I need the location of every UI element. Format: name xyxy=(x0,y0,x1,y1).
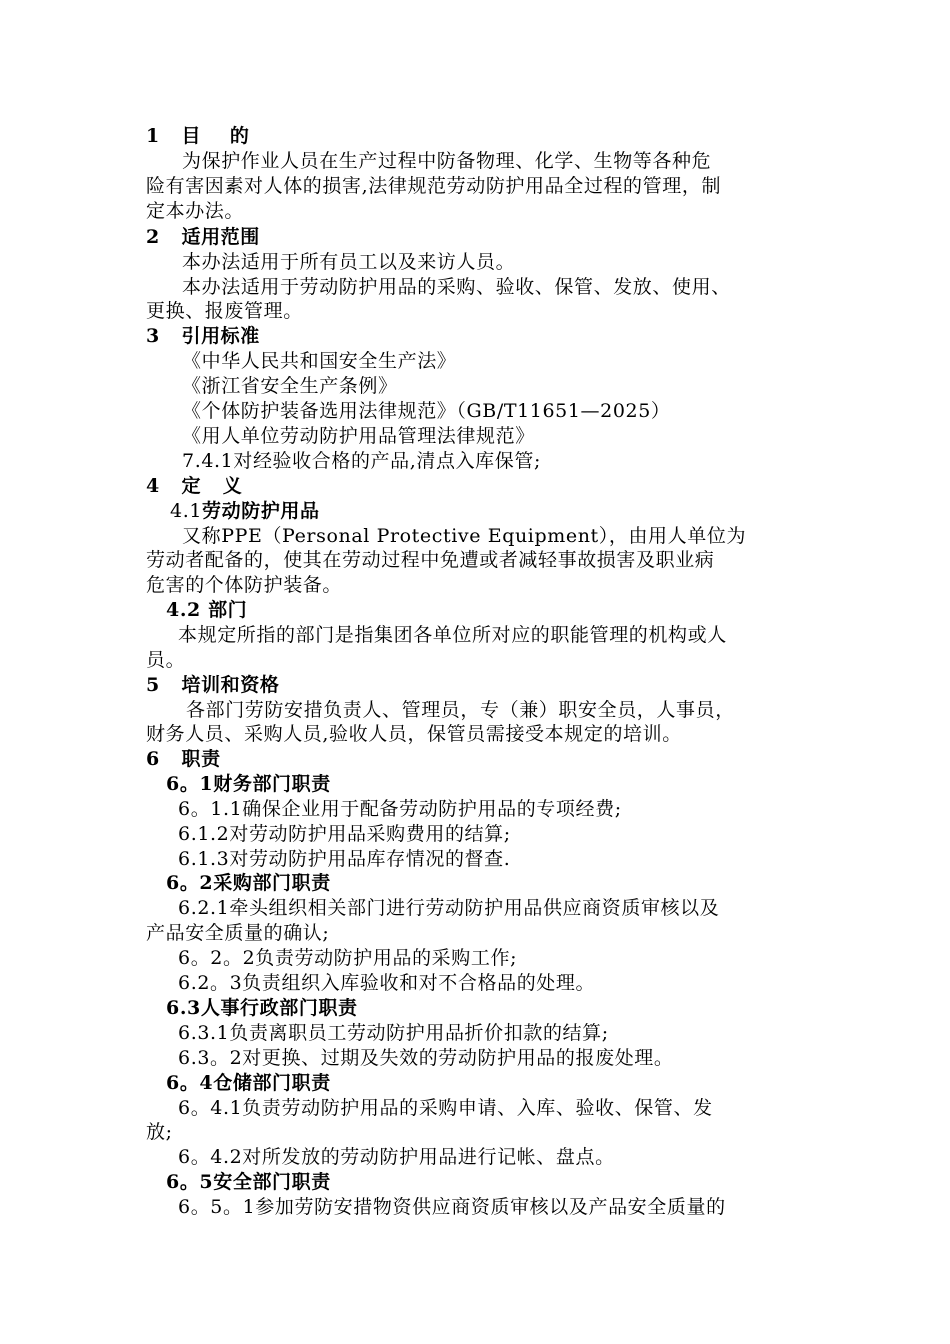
reference-item: 《浙江省安全生产条例》 xyxy=(182,375,398,397)
duty-item: 6.1.2对劳动防护用品采购费用的结算; xyxy=(178,823,511,845)
subsection-4-1-paragraph-line: 又称PPE（Personal Protective Equipment），由用人单位为 xyxy=(182,525,747,547)
section-1-paragraph-line: 为保护作业人员在生产过程中防备物理、化学、生物等各种危 xyxy=(182,150,712,172)
duty-item: 6.3.1负责离职员工劳动防护用品折价扣款的结算; xyxy=(178,1022,609,1044)
subsection-number: 4.1 xyxy=(170,500,203,522)
subsection-6-3-heading: 6.3人事行政部门职责 xyxy=(166,997,358,1019)
subsection-title: 劳动防护用品 xyxy=(202,500,320,522)
duty-item: 6.3。2对更换、过期及失效的劳动防护用品的报废处理。 xyxy=(178,1047,674,1069)
subsection-6-2-heading: 6。2采购部门职责 xyxy=(166,872,331,894)
duty-item: 6.2。3负责组织入库验收和对不合格品的处理。 xyxy=(178,972,596,994)
duty-item: 6。4.2对所发放的劳动防护用品进行记帐、盘点。 xyxy=(178,1146,615,1168)
section-5-heading: 5 培训和资格 xyxy=(146,674,280,696)
reference-item: 《用人单位劳动防护用品管理法律规范》 xyxy=(182,425,535,447)
duty-item: 6。2。2负责劳动防护用品的采购工作; xyxy=(178,947,518,969)
duty-item: 6。1.1确保企业用于配备劳动防护用品的专项经费; xyxy=(178,798,622,820)
reference-item: 7.4.1对经验收合格的产品,清点入库保管; xyxy=(182,450,541,472)
subsection-6-1-heading: 6。1财务部门职责 xyxy=(166,773,331,795)
section-1-paragraph-line: 险有害因素对人体的损害,法律规范劳动防护用品全过程的管理，制 xyxy=(146,175,722,197)
section-5-paragraph-line: 各部门劳防安措负责人、管理员，专（兼）职安全员，人事员， xyxy=(186,699,735,721)
subsection-4-2-heading: 4.2 部门 xyxy=(166,599,248,621)
subsection-6-4-heading: 6。4仓储部门职责 xyxy=(166,1072,331,1094)
subsection-4-1-paragraph-line: 劳动者配备的，使其在劳动过程中免遭或者减轻事故损害及职业病 xyxy=(146,549,715,571)
duty-item: 6。4.1负责劳动防护用品的采购申请、入库、验收、保管、发 xyxy=(178,1097,713,1119)
section-5-paragraph-line: 财务人员、采购人员,验收人员，保管员需接受本规定的培训。 xyxy=(146,723,682,745)
section-2-heading: 2 适用范围 xyxy=(146,226,260,248)
subsection-4-1-heading xyxy=(170,499,320,523)
section-2-paragraph-line: 本办法适用于所有员工以及来访人员。 xyxy=(182,251,516,273)
subsection-4-2-paragraph-line: 本规定所指的部门是指集团各单位所对应的职能管理的机构或人 xyxy=(178,624,727,646)
duty-item: 产品安全质量的确认; xyxy=(146,922,330,944)
section-1-paragraph-line: 定本办法。 xyxy=(146,200,245,222)
section-2-paragraph-line: 更换、报废管理。 xyxy=(146,300,303,322)
section-1-heading: 1 目 的 xyxy=(146,125,250,147)
duty-item: 放; xyxy=(146,1121,173,1143)
subsection-6-5-heading: 6。5安全部门职责 xyxy=(166,1171,331,1193)
subsection-4-1-paragraph-line: 危害的个体防护装备。 xyxy=(146,574,343,596)
reference-item: 《个体防护装备选用法律规范》（GB/T11651—2025） xyxy=(182,400,671,422)
subsection-4-2-paragraph-line: 员。 xyxy=(146,649,186,671)
section-2-paragraph-line: 本办法适用于劳动防护用品的采购、验收、保管、发放、使用、 xyxy=(182,276,731,298)
section-3-heading: 3 引用标准 xyxy=(146,325,260,347)
duty-item: 6.2.1牵头组织相关部门进行劳动防护用品供应商资质审核以及 xyxy=(178,897,720,919)
duty-item: 6.1.3对劳动防护用品库存情况的督查. xyxy=(178,848,511,870)
reference-item: 《中华人民共和国安全生产法》 xyxy=(182,350,457,372)
duty-item: 6。5。1参加劳防安措物资供应商资质审核以及产品安全质量的 xyxy=(178,1196,726,1218)
section-4-heading: 4 定 义 xyxy=(146,475,243,497)
section-6-heading: 6 职责 xyxy=(146,748,221,770)
